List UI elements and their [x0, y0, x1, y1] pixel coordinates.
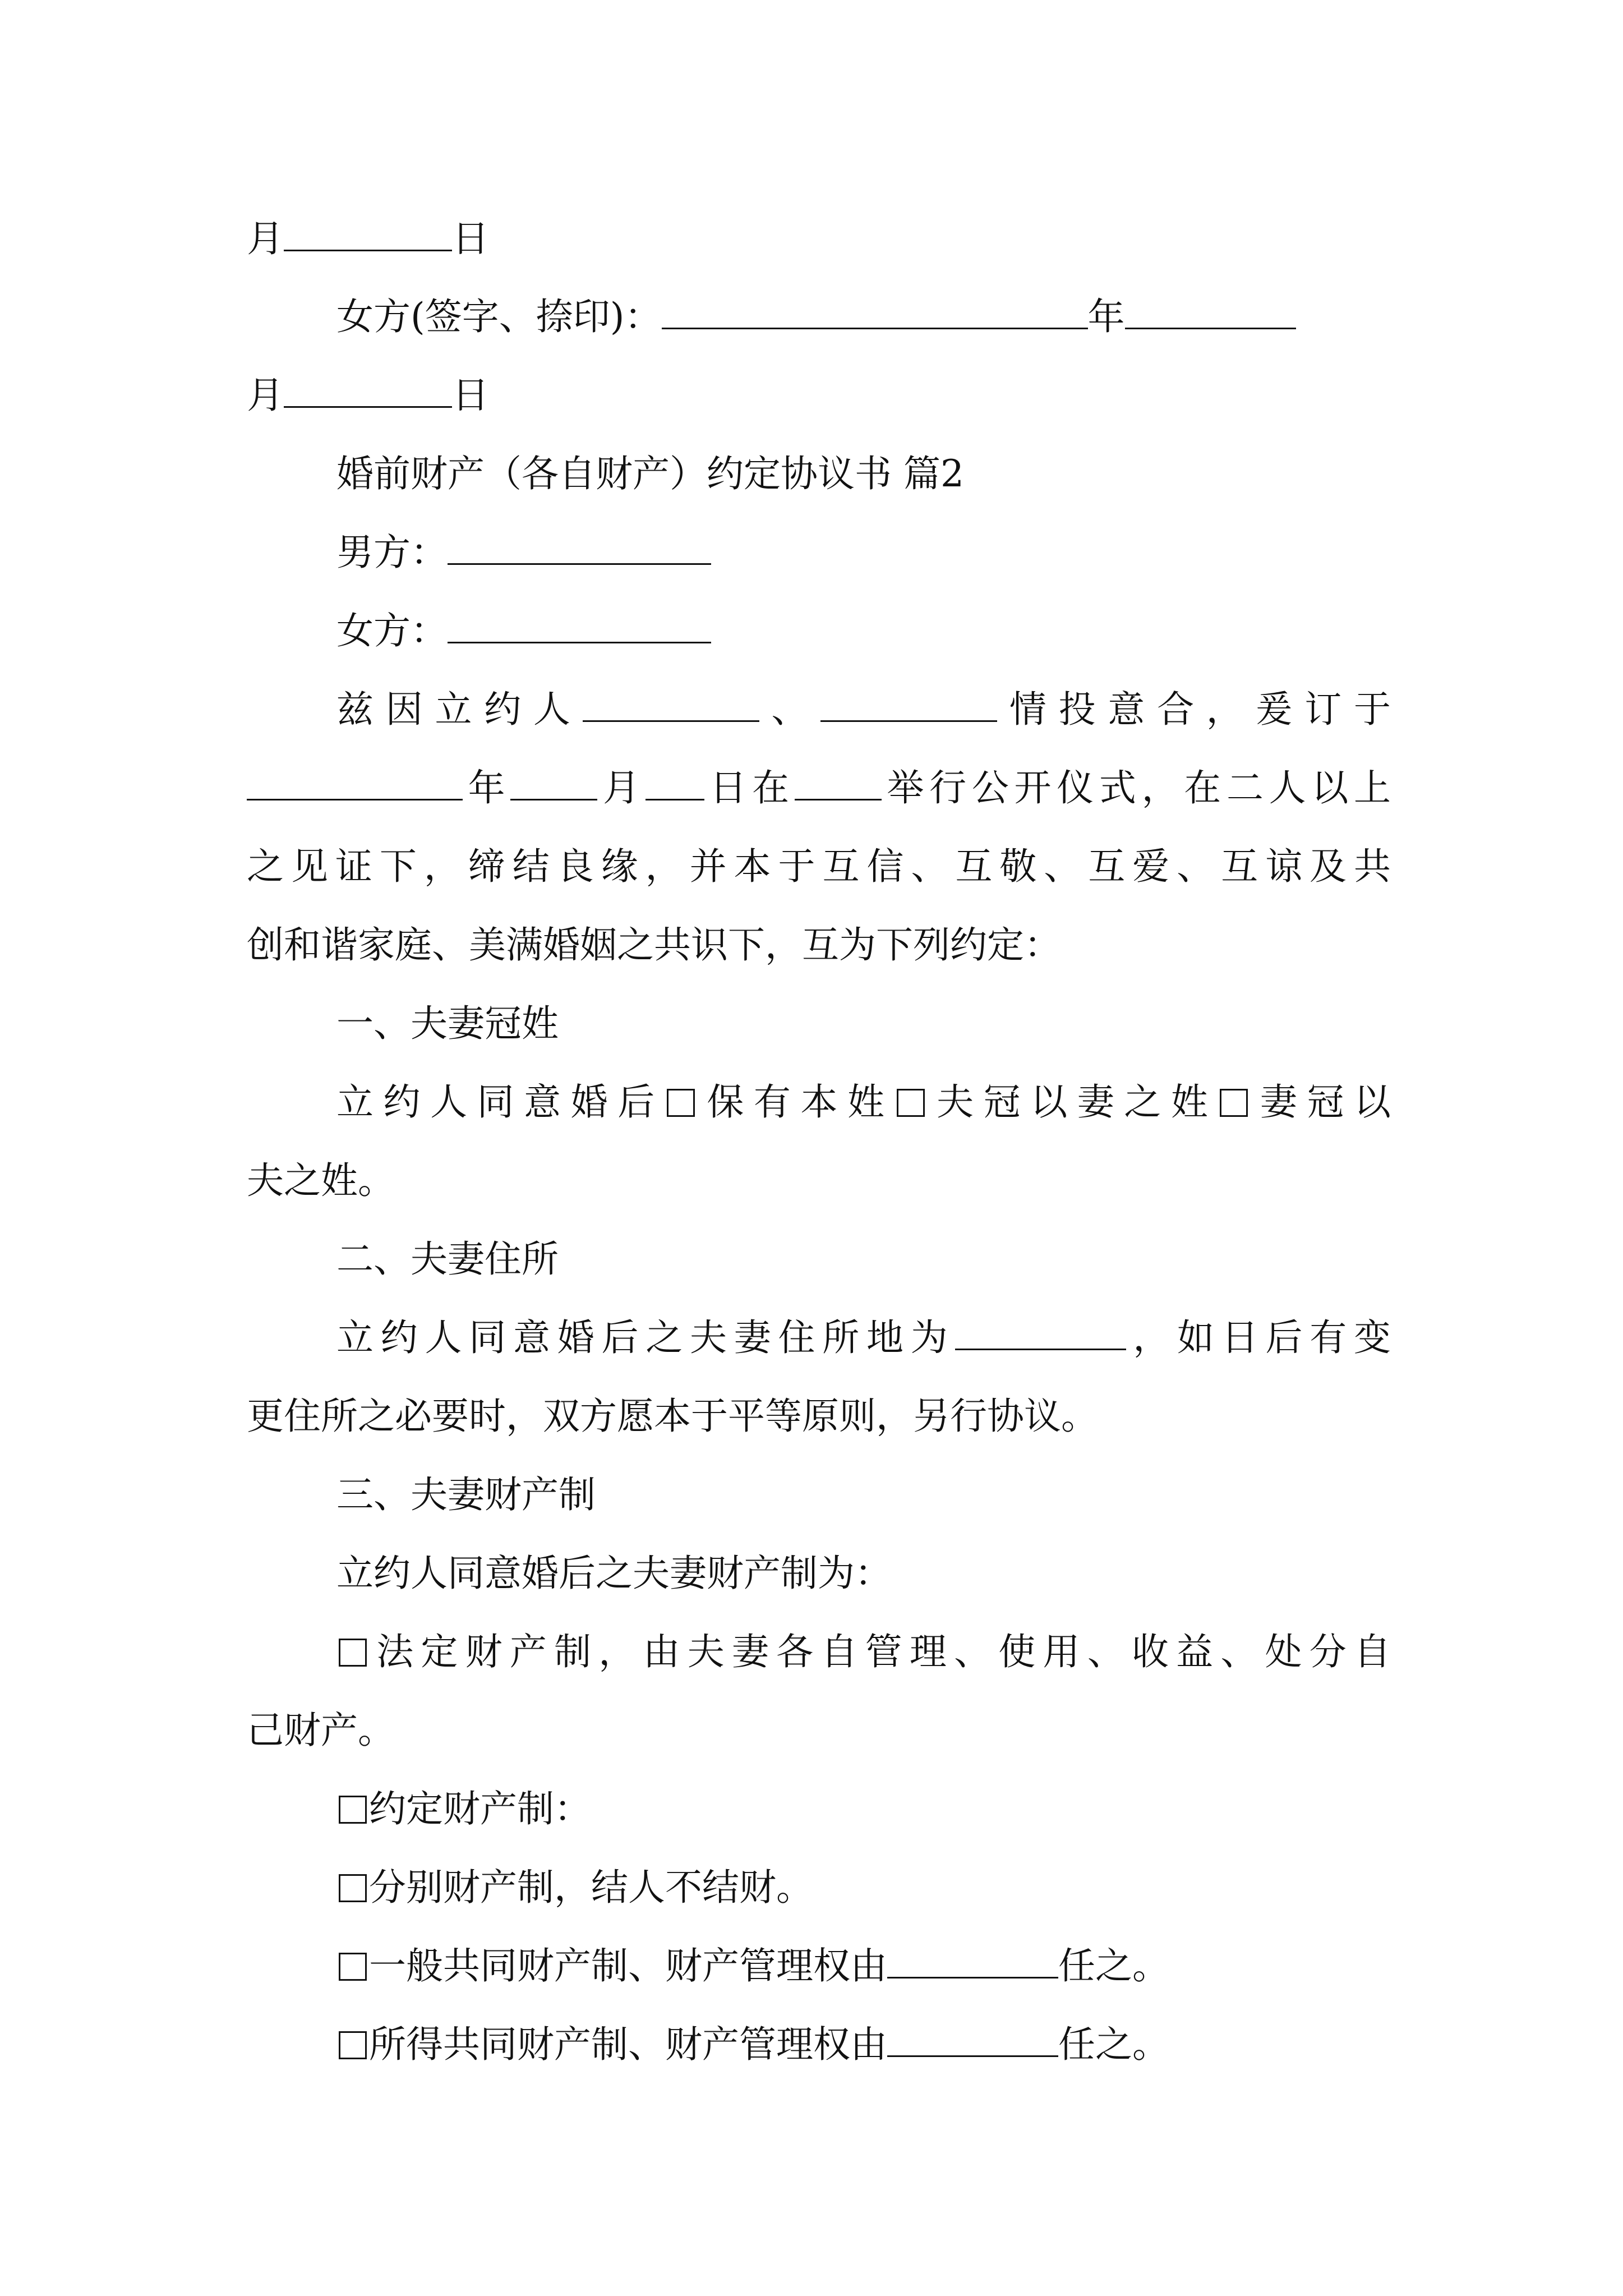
name-blank	[820, 685, 997, 722]
checkbox-icon	[339, 1953, 367, 1981]
month-blank	[510, 764, 597, 800]
option-line	[336, 2017, 1391, 2073]
option-label: 法定财产制，由夫妻各自管理、使用、收益、处分自	[369, 1630, 1391, 1673]
female-signature-label: 女方(签字、捺印)：	[336, 295, 662, 338]
day-blank	[284, 371, 452, 408]
year-month-blank	[1125, 293, 1296, 329]
manager-blank	[887, 1942, 1058, 1978]
text-segment: 年	[463, 766, 511, 809]
place-blank	[795, 764, 882, 800]
option-label: 分别财产制，结人不结财。	[369, 1866, 813, 1909]
option-label: 约定财产制：	[369, 1787, 591, 1830]
option-label: 一般共同财产制、财产管理权由	[369, 1944, 887, 1987]
day-label: 日	[452, 374, 489, 417]
month-label: 月	[247, 217, 284, 260]
option-line	[336, 1781, 1391, 1837]
text-segment: 任之。	[1058, 1944, 1169, 1987]
paragraph-line: 创和谐家庭、美满婚姻之共识下，互为下列约定：	[247, 923, 1061, 967]
name-blank	[583, 685, 759, 722]
option-line	[336, 1860, 1391, 1916]
text-segment: 情投意合，爰订于	[997, 688, 1391, 731]
female-party-line	[336, 603, 1391, 659]
manager-blank	[887, 2021, 1058, 2057]
paragraph-line: 之见证下，缔结良缘，并本于互信、互敬、互爱、互谅及共	[247, 845, 1391, 888]
text-segment: 举行公开仪式，在二人以上	[881, 766, 1391, 809]
checkbox-icon	[1220, 1089, 1248, 1117]
clause-heading: 二、夫妻住所	[336, 1237, 559, 1281]
paragraph-line	[247, 760, 1391, 816]
paragraph-line	[336, 682, 1391, 738]
section-title: 婚前财产（各自财产）约定协议书 篇2	[336, 452, 964, 495]
checkbox-icon	[897, 1089, 925, 1117]
day-blank	[645, 764, 704, 800]
clause-heading: 一、夫妻冠姓	[336, 1002, 559, 1045]
day-label: 日	[452, 217, 489, 260]
year-label: 年	[1087, 295, 1125, 338]
text-segment: 立约人同意婚后	[336, 1080, 665, 1124]
paragraph-line	[336, 1074, 1391, 1130]
paragraph-line: 更住所之必要时，双方愿本于平等原则，另行协议。	[247, 1395, 1098, 1438]
year-blank	[247, 764, 463, 800]
residence-blank	[955, 1314, 1126, 1350]
paragraph-line	[336, 1310, 1391, 1366]
female-party-label: 女方：	[336, 609, 448, 652]
option-label: 保有本姓	[697, 1080, 895, 1124]
option-line	[336, 1938, 1391, 1994]
male-party-blank	[448, 528, 711, 565]
option-line	[336, 1624, 1391, 1680]
female-signature-line	[336, 289, 1391, 345]
checkbox-icon	[339, 1796, 367, 1824]
text-segment: 日在	[704, 766, 795, 809]
option-label: 夫冠以妻之姓	[926, 1080, 1218, 1124]
option-label: 妻冠以	[1250, 1080, 1391, 1124]
female-party-blank	[448, 607, 711, 643]
day-blank	[284, 215, 452, 251]
checkbox-icon	[339, 1639, 367, 1667]
paragraph-line: 立约人同意婚后之夫妻财产制为：	[336, 1552, 892, 1595]
text-segment: ，如日后有变	[1126, 1316, 1391, 1359]
text-segment: 立约人同意婚后之夫妻住所地为	[336, 1316, 955, 1359]
male-party-line	[336, 524, 1391, 581]
paragraph-line: 夫之姓。	[247, 1159, 395, 1202]
text-segment: 月	[597, 766, 645, 809]
paragraph-line: 己财产。	[247, 1709, 395, 1752]
clause-heading: 三、夫妻财产制	[336, 1473, 596, 1516]
male-party-label: 男方：	[336, 531, 448, 574]
month-label: 月	[247, 374, 284, 417]
checkbox-icon	[667, 1089, 695, 1117]
checkbox-icon	[339, 2031, 367, 2059]
date-line-1	[247, 211, 1391, 267]
date-line-2	[247, 367, 1391, 424]
text-segment: 兹因立约人	[336, 688, 583, 731]
option-label: 所得共同财产制、财产管理权由	[369, 2023, 887, 2066]
text-segment: 、	[759, 688, 821, 731]
checkbox-icon	[339, 1874, 367, 1902]
signature-blank	[662, 293, 1088, 329]
text-segment: 任之。	[1058, 2023, 1169, 2066]
